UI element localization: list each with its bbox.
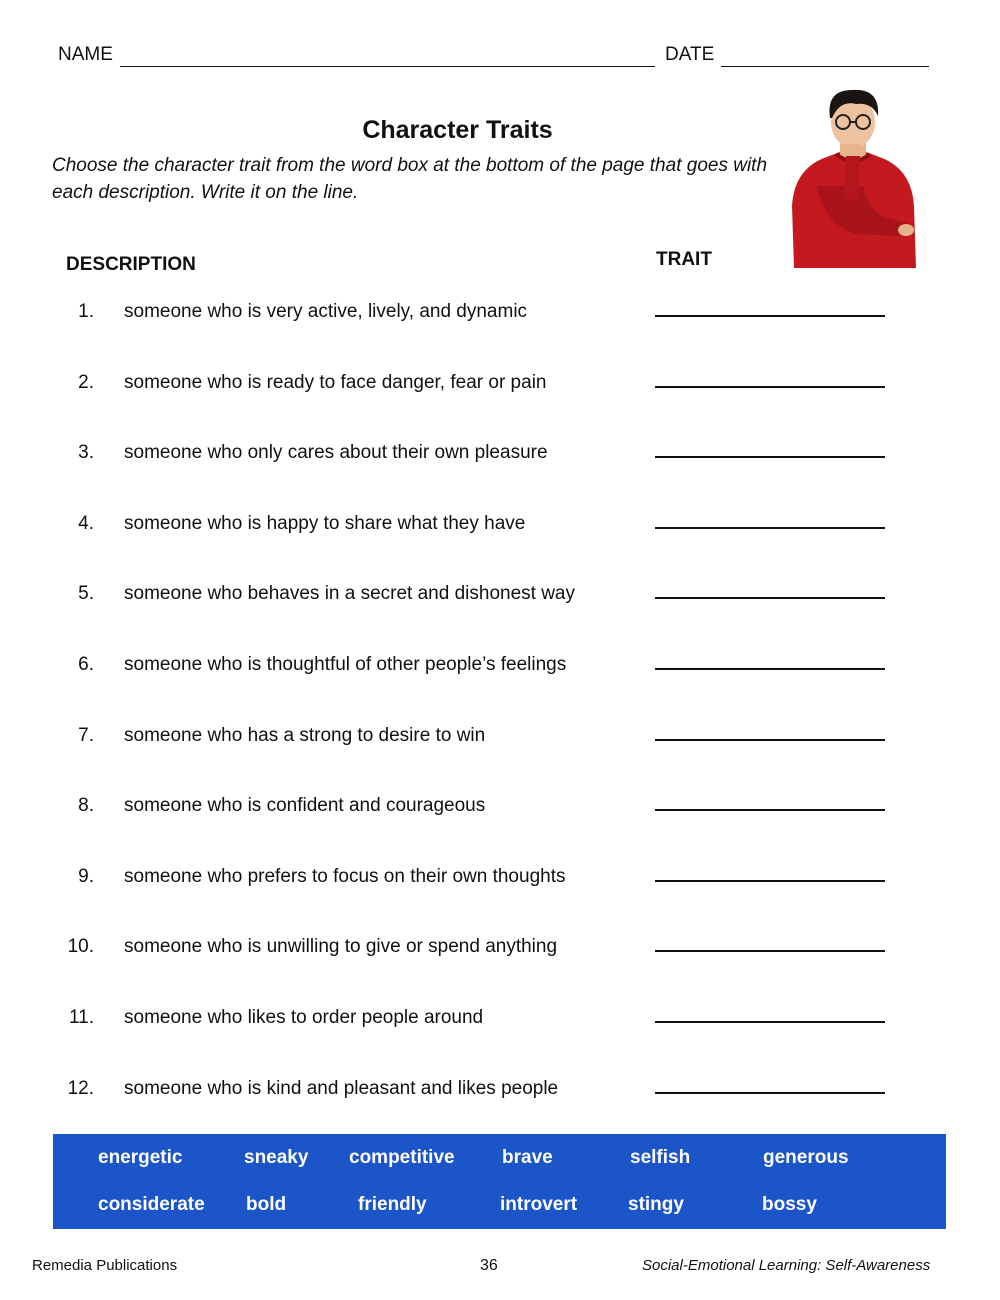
question-number: 1. (78, 301, 94, 322)
date-field-line[interactable] (721, 66, 929, 67)
answer-line[interactable] (655, 315, 885, 317)
word-box-word: introvert (500, 1194, 578, 1215)
thinking-person-illustration (786, 86, 920, 268)
date-label: DATE (665, 44, 715, 65)
answer-line[interactable] (655, 668, 885, 670)
question-text: someone who is unwilling to give or spend anything (124, 936, 558, 958)
question-list (0, 298, 1000, 1145)
question-number: 8. (78, 795, 94, 817)
page-title: Character Traits (362, 116, 553, 144)
question-text: someone who is kind and pleasant and likes people (124, 1077, 559, 1099)
answer-line[interactable] (655, 456, 885, 458)
answer-line[interactable] (655, 386, 885, 388)
answer-line[interactable] (655, 809, 885, 811)
answer-line[interactable] (655, 950, 885, 952)
question-item (0, 580, 1000, 651)
question-number: 10. (67, 936, 94, 958)
answer-line[interactable] (655, 527, 885, 529)
name-label: NAME (58, 44, 113, 65)
question-item (0, 298, 1000, 369)
question-number: 9. (78, 865, 94, 887)
question-number: 4. (78, 512, 94, 534)
question-text: someone who is confident and courageous (124, 795, 486, 817)
word-box-word: competitive (349, 1147, 455, 1168)
question-text: someone who prefers to focus on their own thoughts (124, 865, 566, 887)
question-text: someone who only cares about their own pleasure (124, 442, 548, 464)
question-number: 5. (78, 583, 94, 605)
footer-publisher: Remedia Publications (32, 1257, 178, 1274)
trait-column-header: TRAIT (656, 249, 712, 270)
word-box-word: friendly (358, 1194, 427, 1215)
word-box-word: bossy (762, 1194, 817, 1215)
question-text: someone who is very active, lively, and dynamic (124, 301, 528, 322)
word-box-word: energetic (98, 1147, 183, 1168)
question-text: someone who likes to order people around (124, 1006, 484, 1028)
question-number: 2. (78, 371, 94, 393)
name-field-line[interactable] (120, 66, 655, 67)
name-date-header (58, 44, 930, 72)
question-item (0, 369, 1000, 440)
question-number: 7. (78, 724, 94, 746)
question-item (0, 510, 1000, 581)
question-item (0, 439, 1000, 510)
question-text: someone who is happy to share what they have (124, 512, 526, 534)
question-item (0, 722, 1000, 793)
description-column-header: DESCRIPTION (66, 254, 196, 275)
question-item (0, 792, 1000, 863)
question-number: 11. (68, 1006, 94, 1028)
question-item (0, 933, 1000, 1004)
question-number: 3. (78, 442, 94, 464)
answer-line[interactable] (655, 739, 885, 741)
word-box (53, 1134, 946, 1229)
question-number: 6. (78, 653, 94, 675)
word-box-word: selfish (630, 1147, 691, 1168)
word-box-word: generous (763, 1147, 849, 1168)
answer-line[interactable] (655, 1092, 885, 1094)
question-text: someone who behaves in a secret and dishonest way (124, 583, 575, 605)
question-item (0, 863, 1000, 934)
word-box-word: bold (246, 1194, 287, 1215)
word-box-word: stingy (628, 1194, 684, 1215)
footer-page-number: 36 (480, 1257, 498, 1274)
question-text: someone who has a strong to desire to win (124, 724, 486, 746)
word-box-word: considerate (98, 1194, 205, 1215)
footer-series: Social-Emotional Learning: Self-Awareness (642, 1257, 931, 1274)
answer-line[interactable] (655, 1021, 885, 1023)
question-number: 12. (67, 1077, 94, 1099)
word-box-word: sneaky (244, 1147, 309, 1168)
answer-line[interactable] (655, 880, 885, 882)
question-item (0, 651, 1000, 722)
question-text: someone who is ready to face danger, fear or pain (124, 371, 547, 393)
answer-line[interactable] (655, 597, 885, 599)
word-box-word: brave (502, 1147, 553, 1168)
question-item (0, 1004, 1000, 1075)
instructions: Choose the character trait from the word box at the bottom of the page that goes with each description. Write it on the line. (52, 155, 768, 203)
question-text: someone who is thoughtful of other people’s feelings (124, 653, 567, 675)
